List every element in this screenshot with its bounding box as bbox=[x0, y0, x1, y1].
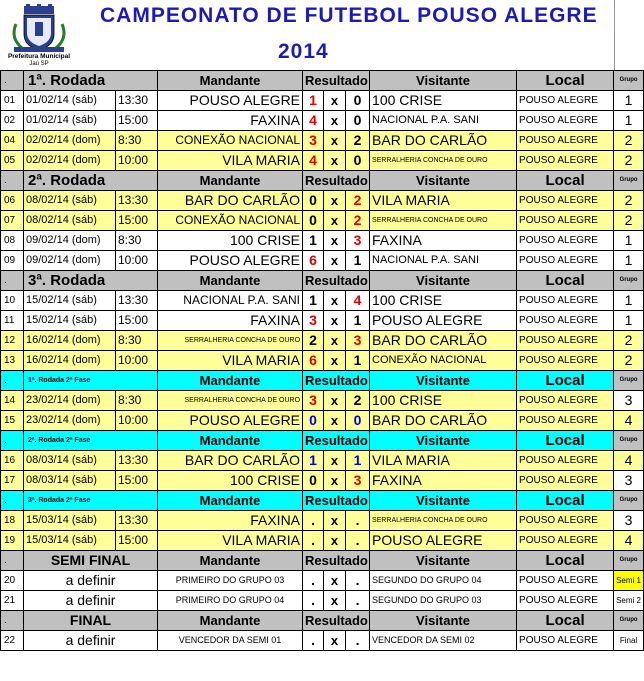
match-date: 08/02/14 (sáb) bbox=[24, 191, 116, 211]
home-team: VILA MARIA bbox=[158, 531, 303, 551]
match-group: 4 bbox=[614, 411, 644, 431]
away-team: NACIONAL P.A. SANI bbox=[370, 251, 517, 271]
match-row bbox=[1, 351, 644, 371]
away-team: VILA MARIA bbox=[370, 191, 517, 211]
match-number: 08 bbox=[1, 231, 24, 251]
away-score: 0 bbox=[346, 411, 370, 431]
home-score: 0 bbox=[303, 411, 324, 431]
match-local: POUSO ALEGRE bbox=[517, 531, 614, 551]
column-header-resultado: Resultado bbox=[303, 431, 370, 451]
column-header-resultado: Resultado bbox=[303, 551, 370, 571]
match-number: 10 bbox=[1, 291, 24, 311]
match-group: 2 bbox=[614, 131, 644, 151]
round-title: 1ª. Rodada 2ª Fase bbox=[24, 371, 158, 391]
score-separator: x bbox=[324, 411, 346, 431]
home-team: POUSO ALEGRE bbox=[158, 91, 303, 111]
match-number: 17 bbox=[1, 471, 24, 491]
column-header-grupo: Grupo bbox=[614, 491, 644, 511]
match-local: POUSO ALEGRE bbox=[517, 411, 614, 431]
row-number-cell: . bbox=[1, 371, 24, 391]
home-score: 3 bbox=[303, 391, 324, 411]
match-number: 12 bbox=[1, 331, 24, 351]
away-team: VILA MARIA bbox=[370, 451, 517, 471]
away-team: 100 CRISE bbox=[370, 91, 517, 111]
svg-text:Jaú SP: Jaú SP bbox=[29, 61, 49, 66]
home-score: 4 bbox=[303, 151, 324, 171]
column-header-visitante: Visitante bbox=[370, 71, 517, 91]
page-title: CAMPEONATO DE FUTEBOL POUSO ALEGRE bbox=[100, 4, 598, 27]
away-score: . bbox=[346, 531, 370, 551]
match-date: 01/02/14 (sáb) bbox=[24, 111, 116, 131]
round-header-row bbox=[1, 271, 644, 291]
match-local: POUSO ALEGRE bbox=[517, 351, 614, 371]
column-header-visitante: Visitante bbox=[370, 491, 517, 511]
home-team: CONEXÃO NACIONAL bbox=[158, 211, 303, 231]
match-time: 8:30 bbox=[116, 231, 158, 251]
match-date-tbd: a definir bbox=[24, 591, 158, 611]
home-score: 0 bbox=[303, 211, 324, 231]
match-group: 1 bbox=[614, 111, 644, 131]
match-time: 8:30 bbox=[116, 131, 158, 151]
match-local: POUSO ALEGRE bbox=[517, 111, 614, 131]
match-local: POUSO ALEGRE bbox=[517, 471, 614, 491]
away-score: . bbox=[346, 591, 370, 611]
match-date: 09/02/14 (dom) bbox=[24, 231, 116, 251]
score-separator: x bbox=[324, 451, 346, 471]
score-separator: x bbox=[324, 391, 346, 411]
row-number-cell: . bbox=[1, 611, 24, 631]
round-title: FINAL bbox=[24, 611, 158, 631]
round-title: 1ª. Rodada bbox=[24, 71, 158, 91]
match-local: POUSO ALEGRE bbox=[517, 211, 614, 231]
match-row bbox=[1, 291, 644, 311]
score-separator: x bbox=[324, 331, 346, 351]
away-score: 0 bbox=[346, 91, 370, 111]
column-header-visitante: Visitante bbox=[370, 551, 517, 571]
match-group: Semi 1 bbox=[614, 571, 644, 591]
match-row bbox=[1, 111, 644, 131]
home-score: 3 bbox=[303, 311, 324, 331]
away-score: 2 bbox=[346, 191, 370, 211]
schedule-table bbox=[0, 70, 644, 651]
score-separator: x bbox=[324, 291, 346, 311]
match-number: 01 bbox=[1, 91, 24, 111]
home-score: 1 bbox=[303, 291, 324, 311]
home-team: FAXINA bbox=[158, 511, 303, 531]
round-header-row bbox=[1, 71, 644, 91]
round-header-row bbox=[1, 371, 644, 391]
match-row bbox=[1, 531, 644, 551]
away-team: SERRALHERIA CONCHA DE OURO bbox=[370, 211, 517, 231]
match-group: 3 bbox=[614, 511, 644, 531]
column-header-mandante: Mandante bbox=[158, 171, 303, 191]
away-score: 2 bbox=[346, 211, 370, 231]
match-date-tbd: a definir bbox=[24, 631, 158, 651]
match-number: 05 bbox=[1, 151, 24, 171]
column-header-resultado: Resultado bbox=[303, 371, 370, 391]
score-separator: x bbox=[324, 211, 346, 231]
match-local: POUSO ALEGRE bbox=[517, 151, 614, 171]
match-group: Final bbox=[614, 631, 644, 651]
match-row bbox=[1, 131, 644, 151]
home-score: . bbox=[303, 531, 324, 551]
column-header-local: Local bbox=[517, 171, 614, 191]
match-row bbox=[1, 631, 644, 651]
column-header-grupo: Grupo bbox=[614, 371, 644, 391]
away-score: 1 bbox=[346, 251, 370, 271]
match-group: 1 bbox=[614, 311, 644, 331]
match-row bbox=[1, 391, 644, 411]
match-number: 13 bbox=[1, 351, 24, 371]
home-team: VILA MARIA bbox=[158, 151, 303, 171]
score-separator: x bbox=[324, 131, 346, 151]
away-team: SEGUNDO DO GRUPO 03 bbox=[370, 591, 517, 611]
match-group: 4 bbox=[614, 451, 644, 471]
column-header-mandante: Mandante bbox=[158, 611, 303, 631]
match-time: 13:30 bbox=[116, 91, 158, 111]
score-separator: x bbox=[324, 531, 346, 551]
match-time: 15:00 bbox=[116, 311, 158, 331]
column-header-resultado: Resultado bbox=[303, 71, 370, 91]
away-team: BAR DO CARLÃO bbox=[370, 411, 517, 431]
match-date-tbd: a definir bbox=[24, 571, 158, 591]
match-time: 10:00 bbox=[116, 411, 158, 431]
match-group: 2 bbox=[614, 331, 644, 351]
match-number: 14 bbox=[1, 391, 24, 411]
column-header-grupo: Grupo bbox=[614, 271, 644, 291]
row-number-cell: . bbox=[1, 491, 24, 511]
score-separator: x bbox=[324, 511, 346, 531]
home-score: . bbox=[303, 631, 324, 651]
home-score: 6 bbox=[303, 351, 324, 371]
match-time: 15:00 bbox=[116, 211, 158, 231]
match-row bbox=[1, 311, 644, 331]
match-date: 08/02/14 (sáb) bbox=[24, 211, 116, 231]
home-team: 100 CRISE bbox=[158, 471, 303, 491]
home-team: FAXINA bbox=[158, 311, 303, 331]
round-title: SEMI FINAL bbox=[24, 551, 158, 571]
match-row bbox=[1, 411, 644, 431]
column-header-mandante: Mandante bbox=[158, 491, 303, 511]
score-separator: x bbox=[324, 191, 346, 211]
match-number: 16 bbox=[1, 451, 24, 471]
match-local: POUSO ALEGRE bbox=[517, 251, 614, 271]
match-time: 10:00 bbox=[116, 351, 158, 371]
match-local: POUSO ALEGRE bbox=[517, 311, 614, 331]
match-group: 3 bbox=[614, 471, 644, 491]
match-row bbox=[1, 91, 644, 111]
match-date: 02/02/14 (dom) bbox=[24, 131, 116, 151]
match-row bbox=[1, 191, 644, 211]
round-title: 3ª. Rodada bbox=[24, 271, 158, 291]
match-date: 15/03/14 (sáb) bbox=[24, 511, 116, 531]
away-team: 100 CRISE bbox=[370, 291, 517, 311]
home-team: 100 CRISE bbox=[158, 231, 303, 251]
column-header-resultado: Resultado bbox=[303, 491, 370, 511]
away-team: NACIONAL P.A. SANI bbox=[370, 111, 517, 131]
prefeitura-logo bbox=[6, 4, 72, 66]
home-team: PRIMEIRO DO GRUPO 04 bbox=[158, 591, 303, 611]
match-time: 15:00 bbox=[116, 111, 158, 131]
column-header-local: Local bbox=[517, 271, 614, 291]
match-row bbox=[1, 151, 644, 171]
match-date: 15/03/14 (sáb) bbox=[24, 531, 116, 551]
score-separator: x bbox=[324, 151, 346, 171]
away-score: 4 bbox=[346, 291, 370, 311]
home-score: . bbox=[303, 511, 324, 531]
match-local: POUSO ALEGRE bbox=[517, 571, 614, 591]
column-header-visitante: Visitante bbox=[370, 171, 517, 191]
match-number: 06 bbox=[1, 191, 24, 211]
row-number-cell: . bbox=[1, 271, 24, 291]
match-time: 13:30 bbox=[116, 291, 158, 311]
home-team: BAR DO CARLÃO bbox=[158, 191, 303, 211]
column-header-grupo: Grupo bbox=[614, 171, 644, 191]
home-team: VENCEDOR DA SEMI 01 bbox=[158, 631, 303, 651]
score-separator: x bbox=[324, 471, 346, 491]
match-local: POUSO ALEGRE bbox=[517, 631, 614, 651]
column-header-mandante: Mandante bbox=[158, 371, 303, 391]
match-number: 07 bbox=[1, 211, 24, 231]
home-score: 1 bbox=[303, 451, 324, 471]
away-score: 0 bbox=[346, 111, 370, 131]
home-team: CONEXÃO NACIONAL bbox=[158, 131, 303, 151]
match-date: 23/02/14 (dom) bbox=[24, 411, 116, 431]
away-team: POUSO ALEGRE bbox=[370, 531, 517, 551]
row-number-cell: . bbox=[1, 171, 24, 191]
match-row bbox=[1, 251, 644, 271]
column-header-resultado: Resultado bbox=[303, 171, 370, 191]
round-title: 2ª. Rodada bbox=[24, 171, 158, 191]
away-team: BAR DO CARLÃO bbox=[370, 331, 517, 351]
match-group: 1 bbox=[614, 251, 644, 271]
match-time: 15:00 bbox=[116, 471, 158, 491]
score-separator: x bbox=[324, 111, 346, 131]
match-number: 20 bbox=[1, 571, 24, 591]
away-team: SERRALHERIA CONCHA DE OURO bbox=[370, 511, 517, 531]
match-row bbox=[1, 231, 644, 251]
column-header-local: Local bbox=[517, 551, 614, 571]
home-score: 0 bbox=[303, 471, 324, 491]
away-team: FAXINA bbox=[370, 471, 517, 491]
match-time: 8:30 bbox=[116, 391, 158, 411]
column-header-grupo: Grupo bbox=[614, 431, 644, 451]
match-row bbox=[1, 471, 644, 491]
column-header-local: Local bbox=[517, 71, 614, 91]
round-title: 2ª. Rodada 2ª Fase bbox=[24, 431, 158, 451]
column-header-visitante: Visitante bbox=[370, 431, 517, 451]
home-team: PRIMEIRO DO GRUPO 03 bbox=[158, 571, 303, 591]
home-team: POUSO ALEGRE bbox=[158, 411, 303, 431]
home-score: 1 bbox=[303, 91, 324, 111]
score-separator: x bbox=[324, 311, 346, 331]
match-number: 18 bbox=[1, 511, 24, 531]
away-team: POUSO ALEGRE bbox=[370, 311, 517, 331]
match-number: 04 bbox=[1, 131, 24, 151]
home-team: VILA MARIA bbox=[158, 351, 303, 371]
match-date: 09/02/14 (dom) bbox=[24, 251, 116, 271]
page-year: 2014 bbox=[278, 40, 329, 63]
home-team: SERRALHERIA CONCHA DE OURO bbox=[158, 391, 303, 411]
home-team: NACIONAL P.A. SANI bbox=[158, 291, 303, 311]
match-time: 13:30 bbox=[116, 191, 158, 211]
away-score: 3 bbox=[346, 331, 370, 351]
away-score: 1 bbox=[346, 451, 370, 471]
match-date: 08/03/14 (sáb) bbox=[24, 471, 116, 491]
home-score: . bbox=[303, 571, 324, 591]
match-local: POUSO ALEGRE bbox=[517, 451, 614, 471]
column-header-mandante: Mandante bbox=[158, 551, 303, 571]
home-score: 0 bbox=[303, 191, 324, 211]
match-local: POUSO ALEGRE bbox=[517, 331, 614, 351]
match-group: 2 bbox=[614, 151, 644, 171]
match-number: 19 bbox=[1, 531, 24, 551]
score-separator: x bbox=[324, 591, 346, 611]
match-local: POUSO ALEGRE bbox=[517, 591, 614, 611]
match-row bbox=[1, 511, 644, 531]
home-team: SERRALHERIA CONCHA DE OURO bbox=[158, 331, 303, 351]
match-group: 2 bbox=[614, 351, 644, 371]
away-score: 1 bbox=[346, 311, 370, 331]
match-group: Semi 2 bbox=[614, 591, 644, 611]
column-header-local: Local bbox=[517, 431, 614, 451]
match-row bbox=[1, 211, 644, 231]
match-date: 16/02/14 (dom) bbox=[24, 331, 116, 351]
home-score: 3 bbox=[303, 131, 324, 151]
match-group: 3 bbox=[614, 391, 644, 411]
away-score: . bbox=[346, 571, 370, 591]
match-local: POUSO ALEGRE bbox=[517, 291, 614, 311]
match-row bbox=[1, 451, 644, 471]
round-header-row bbox=[1, 551, 644, 571]
away-score: 3 bbox=[346, 471, 370, 491]
score-separator: x bbox=[324, 91, 346, 111]
match-number: 09 bbox=[1, 251, 24, 271]
match-date: 15/02/14 (sáb) bbox=[24, 291, 116, 311]
match-number: 22 bbox=[1, 631, 24, 651]
match-local: POUSO ALEGRE bbox=[517, 191, 614, 211]
score-separator: x bbox=[324, 251, 346, 271]
home-score: 6 bbox=[303, 251, 324, 271]
match-date: 16/02/14 (dom) bbox=[24, 351, 116, 371]
away-score: . bbox=[346, 511, 370, 531]
home-team: POUSO ALEGRE bbox=[158, 251, 303, 271]
score-separator: x bbox=[324, 571, 346, 591]
match-group: 1 bbox=[614, 231, 644, 251]
away-team: VENCEDOR DA SEMI 02 bbox=[370, 631, 517, 651]
home-team: FAXINA bbox=[158, 111, 303, 131]
column-header-mandante: Mandante bbox=[158, 71, 303, 91]
away-team: SERRALHERIA CONCHA DE OURO bbox=[370, 151, 517, 171]
match-number: 02 bbox=[1, 111, 24, 131]
match-local: POUSO ALEGRE bbox=[517, 91, 614, 111]
column-header-grupo: Grupo bbox=[614, 551, 644, 571]
away-score: 1 bbox=[346, 351, 370, 371]
match-time: 10:00 bbox=[116, 151, 158, 171]
column-header-grupo: Grupo bbox=[614, 611, 644, 631]
round-header-row bbox=[1, 431, 644, 451]
column-header-local: Local bbox=[517, 371, 614, 391]
match-group: 2 bbox=[614, 191, 644, 211]
home-team: BAR DO CARLÃO bbox=[158, 451, 303, 471]
score-separator: x bbox=[324, 631, 346, 651]
away-score: 0 bbox=[346, 151, 370, 171]
match-number: 11 bbox=[1, 311, 24, 331]
match-group: 1 bbox=[614, 91, 644, 111]
page-header bbox=[0, 0, 644, 70]
match-local: POUSO ALEGRE bbox=[517, 511, 614, 531]
match-group: 2 bbox=[614, 211, 644, 231]
away-score: 3 bbox=[346, 231, 370, 251]
away-team: FAXINA bbox=[370, 231, 517, 251]
match-local: POUSO ALEGRE bbox=[517, 231, 614, 251]
column-header-visitante: Visitante bbox=[370, 611, 517, 631]
column-header-resultado: Resultado bbox=[303, 611, 370, 631]
column-header-resultado: Resultado bbox=[303, 271, 370, 291]
away-team: CONEXÃO NACIONAL bbox=[370, 351, 517, 371]
match-row bbox=[1, 331, 644, 351]
row-number-cell: . bbox=[1, 551, 24, 571]
match-time: 10:00 bbox=[116, 251, 158, 271]
column-header-local: Local bbox=[517, 491, 614, 511]
match-date: 02/02/14 (dom) bbox=[24, 151, 116, 171]
round-title: 3ª. Rodada 2ª Fase bbox=[24, 491, 158, 511]
svg-text:Prefeitura Municipal: Prefeitura Municipal bbox=[7, 53, 71, 60]
column-header-visitante: Visitante bbox=[370, 371, 517, 391]
home-score: 4 bbox=[303, 111, 324, 131]
row-number-cell: . bbox=[1, 71, 24, 91]
round-header-row bbox=[1, 611, 644, 631]
match-row bbox=[1, 571, 644, 591]
match-date: 08/03/14 (sáb) bbox=[24, 451, 116, 471]
match-date: 01/02/14 (sáb) bbox=[24, 91, 116, 111]
row-number-cell: . bbox=[1, 431, 24, 451]
match-group: 1 bbox=[614, 291, 644, 311]
match-date: 23/02/14 (dom) bbox=[24, 391, 116, 411]
home-score: 2 bbox=[303, 331, 324, 351]
column-header-grupo: Grupo bbox=[614, 71, 644, 91]
column-header-mandante: Mandante bbox=[158, 271, 303, 291]
column-header-visitante: Visitante bbox=[370, 271, 517, 291]
match-group: 4 bbox=[614, 531, 644, 551]
score-separator: x bbox=[324, 351, 346, 371]
match-time: 13:30 bbox=[116, 511, 158, 531]
home-score: . bbox=[303, 591, 324, 611]
away-team: SEGUNDO DO GRUPO 04 bbox=[370, 571, 517, 591]
round-header-row bbox=[1, 491, 644, 511]
away-score: 2 bbox=[346, 131, 370, 151]
column-header-mandante: Mandante bbox=[158, 431, 303, 451]
away-team: BAR DO CARLÃO bbox=[370, 131, 517, 151]
match-time: 8:30 bbox=[116, 331, 158, 351]
score-separator: x bbox=[324, 231, 346, 251]
round-header-row bbox=[1, 171, 644, 191]
away-team: 100 CRISE bbox=[370, 391, 517, 411]
match-time: 15:00 bbox=[116, 531, 158, 551]
away-score: . bbox=[346, 631, 370, 651]
away-score: 2 bbox=[346, 391, 370, 411]
match-row bbox=[1, 591, 644, 611]
match-date: 15/02/14 (sáb) bbox=[24, 311, 116, 331]
match-local: POUSO ALEGRE bbox=[517, 391, 614, 411]
match-local: POUSO ALEGRE bbox=[517, 131, 614, 151]
match-number: 15 bbox=[1, 411, 24, 431]
column-header-local: Local bbox=[517, 611, 614, 631]
match-number: 21 bbox=[1, 591, 24, 611]
home-score: 1 bbox=[303, 231, 324, 251]
match-time: 13:30 bbox=[116, 451, 158, 471]
